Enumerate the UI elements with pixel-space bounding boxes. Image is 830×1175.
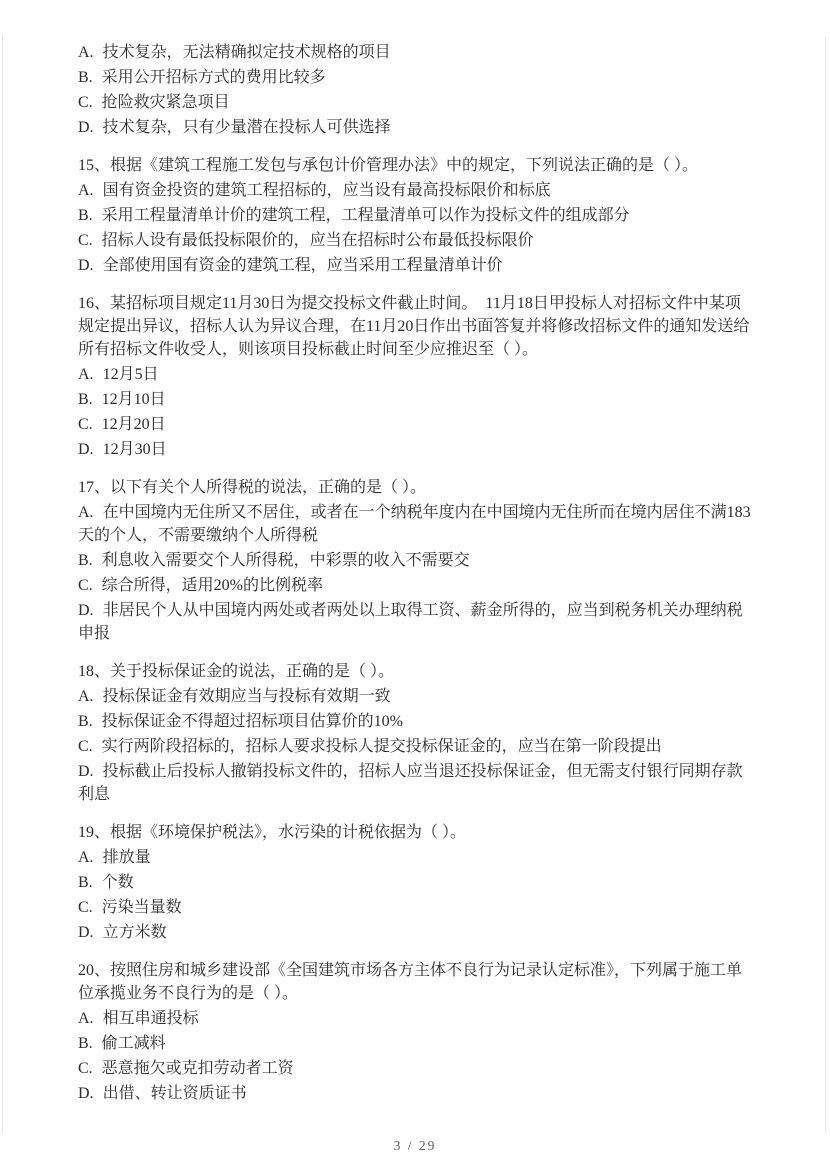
option: [78, 438, 751, 461]
option-text: 非居民个人从中国境内两处或者两处以上取得工资、薪金所得的，应当到税务机关办理纳税申报: [78, 602, 743, 642]
question-block-18: [78, 660, 751, 806]
option-letter: A.: [78, 1010, 94, 1027]
option-letter: C.: [78, 416, 93, 433]
option-letter: A.: [78, 366, 94, 383]
question-stem: 18、关于投标保证金的说法，正确的是（ ）。: [78, 663, 395, 680]
option: [78, 254, 751, 277]
option-letter: C.: [78, 1060, 93, 1077]
option-text: 出借、转让资质证书: [102, 1085, 247, 1102]
option: [78, 204, 751, 227]
option-letter: C.: [78, 738, 93, 755]
option-text: 在中国境内无住所又不居住，或者在一个纳税年度内在中国境内无住所而在境内居住不满183天的个人，不需要缴纳个人所得税: [78, 504, 751, 544]
option-letter: D.: [78, 119, 94, 136]
option-text: 采用公开招标方式的费用比较多: [101, 69, 326, 86]
option-text: 国有资金投资的建筑工程招标的，应当设有最高投标限价和标底: [102, 182, 551, 199]
question-block-15: [78, 154, 751, 277]
option: [78, 760, 751, 806]
question-stem: 20、按照住房和城乡建设部《全国建筑市场各方主体不良行为记录认定标准》，下列属于施工单位承揽业务不良行为的是（ ）。: [78, 962, 743, 1002]
option: [78, 91, 751, 114]
option-letter: A.: [78, 504, 94, 521]
option-letter: A.: [78, 182, 94, 199]
option-text: 立方米数: [102, 924, 167, 941]
option-letter: D.: [78, 1085, 94, 1102]
option: [78, 574, 751, 597]
option-text: 投标保证金有效期应当与投标有效期一致: [102, 688, 391, 705]
option-text: 恶意拖欠或克扣劳动者工资: [101, 1060, 294, 1077]
option-text: 技术复杂，只有少量潜在投标人可供选择: [102, 119, 391, 136]
option-letter: D.: [78, 763, 94, 780]
option-text: 投标保证金不得超过招标项目估算价的10%: [101, 713, 404, 730]
option-letter: B.: [78, 391, 93, 408]
option-letter: C.: [78, 94, 93, 111]
option: [78, 1032, 751, 1055]
option-text: 12月10日: [101, 391, 166, 408]
option-letter: B.: [78, 69, 93, 86]
option: [78, 710, 751, 733]
option-text: 个数: [101, 874, 134, 891]
option-text: 12月5日: [102, 366, 159, 383]
option: [78, 66, 751, 89]
option: [78, 685, 751, 708]
option-text: 抢险救灾紧急项目: [101, 94, 230, 111]
option-letter: B.: [78, 552, 93, 569]
option: [78, 116, 751, 139]
option-text: 投标截止后投标人撤销投标文件的，招标人应当退还投标保证金，但无需支付银行同期存款利息: [78, 763, 743, 803]
option-letter: D.: [78, 441, 94, 458]
option: [78, 1082, 751, 1105]
document-page: [2, 36, 826, 1133]
option-text: 排放量: [102, 849, 151, 866]
option-text: 实行两阶段招标的，招标人要求投标人提交投标保证金的，应当在第一阶段提出: [101, 738, 662, 755]
option-text: 偷工减料: [101, 1035, 166, 1052]
option-letter: B.: [78, 1035, 93, 1052]
option-letter: B.: [78, 207, 93, 224]
option-text: 采用工程量清单计价的建筑工程，工程量清单可以作为投标文件的组成部分: [101, 207, 630, 224]
option: [78, 1057, 751, 1080]
option: [78, 549, 751, 572]
option: [78, 388, 751, 411]
option-text: 12月20日: [101, 416, 166, 433]
option-letter: D.: [78, 924, 94, 941]
option-text: 12月30日: [102, 441, 167, 458]
question-stem: 16、某招标项目规定11月30日为提交投标文件截止时间。 11月18日甲投标人对招标文件中某项规定提出异议，招标人认为异议合理，在11月20日作出书面答复并将修改招标文件的通知发送给所有招标文件收受人，则该项目投标截止时间至少应推迟至（ ）。: [78, 295, 750, 358]
question-block-19: [78, 821, 751, 944]
option-text: 全部使用国有资金的建筑工程，应当采用工程量清单计价: [102, 257, 503, 274]
option-text: 技术复杂，无法精确拟定技术规格的项目: [102, 44, 391, 61]
option-letter: A.: [78, 849, 94, 866]
option: [78, 179, 751, 202]
option-letter: C.: [78, 232, 93, 249]
option-letter: B.: [78, 874, 93, 891]
question-block-20: [78, 959, 751, 1105]
option: [78, 1007, 751, 1030]
option-letter: C.: [78, 899, 93, 916]
question-block-14: [78, 41, 751, 139]
question-stem: 19、根据《环境保护税法》，水污染的计税依据为（ ）。: [78, 824, 467, 841]
option: [78, 896, 751, 919]
question-stem: 15、根据《建筑工程施工发包与承包计价管理办法》中的规定，下列说法正确的是（ ）。: [78, 157, 699, 174]
option: [78, 599, 751, 645]
option-text: 相互串通投标: [102, 1010, 199, 1027]
option-text: 污染当量数: [101, 899, 182, 916]
option-letter: C.: [78, 577, 93, 594]
option-letter: B.: [78, 713, 93, 730]
option: [78, 921, 751, 944]
option: [78, 41, 751, 64]
option: [78, 846, 751, 869]
option-text: 利息收入需要交个人所得税，中彩票的收入不需要交: [101, 552, 470, 569]
option-letter: D.: [78, 257, 94, 274]
option-text: 综合所得，适用20%的比例税率: [101, 577, 324, 594]
question-stem: 17、以下有关个人所得税的说法，正确的是（ ）。: [78, 479, 427, 496]
question-block-16: [78, 292, 751, 461]
option-letter: A.: [78, 44, 94, 61]
option: [78, 501, 751, 547]
question-block-17: [78, 476, 751, 645]
option: [78, 363, 751, 386]
option: [78, 229, 751, 252]
option: [78, 871, 751, 894]
option: [78, 413, 751, 436]
option-letter: D.: [78, 602, 94, 619]
page-footer: 3 / 29: [393, 1138, 437, 1153]
exam-content: [78, 41, 751, 1105]
option-letter: A.: [78, 688, 94, 705]
option: [78, 735, 751, 758]
option-text: 招标人设有最低投标限价的，应当在招标时公布最低投标限价: [101, 232, 534, 249]
